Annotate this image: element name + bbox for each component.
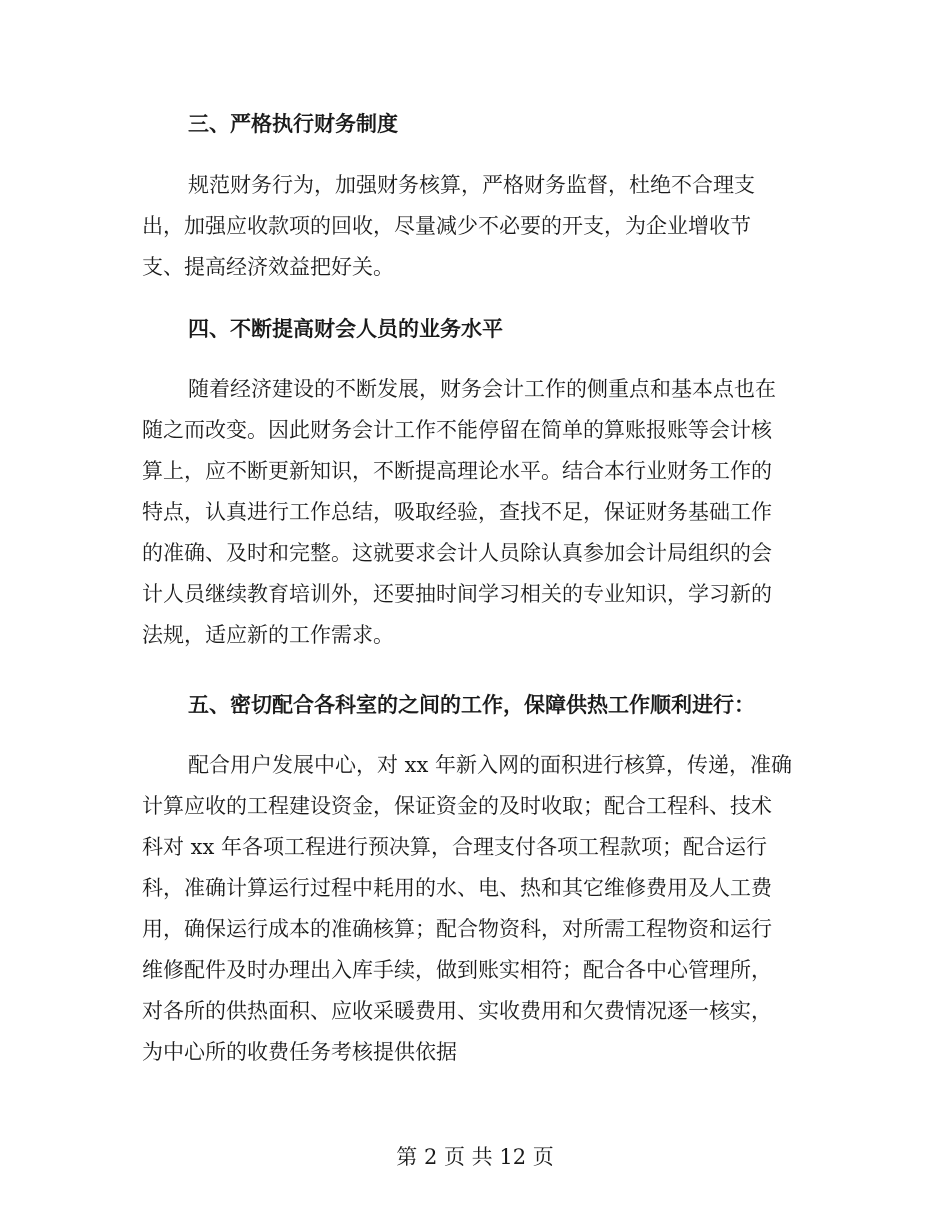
paragraph-line: 对各所的供热面积、应收采暖费用、实收费用和欠费情况逐一核实，: [142, 999, 772, 1023]
paragraph-line: 出，加强应收款项的回收，尽量减少不必要的开支，为企业增收节: [142, 214, 751, 238]
paragraph-line: 用，确保运行成本的准确核算；配合物资科，对所需工程物资和运行: [142, 917, 772, 941]
paragraph-line: 算上，应不断更新知识，不断提高理论水平。结合本行业财务工作的: [142, 459, 772, 483]
paragraph-line: 随着经济建设的不断发展，财务会计工作的侧重点和基本点也在: [188, 377, 776, 401]
paragraph-line: 配合用户发展中心，对 xx 年新入网的面积进行核算，传递，准确: [188, 753, 793, 777]
paragraph-line: 科对 xx 年各项工程进行预决算，合理支付各项工程款项；配合运行: [142, 835, 768, 859]
paragraph-line: 的准确、及时和完整。这就要求会计人员除认真参加会计局组织的会: [142, 541, 772, 565]
paragraph-line: 随之而改变。因此财务会计工作不能停留在简单的算账报账等会计核: [142, 418, 772, 442]
paragraph-line: 法规，适应新的工作需求。: [142, 623, 394, 647]
section-heading-3: 三、严格执行财务制度: [188, 111, 398, 136]
paragraph-line: 为中心所的收费任务考核提供依据: [142, 1040, 457, 1064]
page-number-footer: 第 2 页 共 12 页: [396, 1145, 554, 1169]
section-paragraph-4: [142, 369, 818, 656]
paragraph-line: 维修配件及时办理出入库手续，做到账实相符；配合各中心管理所，: [142, 958, 772, 982]
paragraph-line: 特点，认真进行工作总结，吸取经验，查找不足，保证财务基础工作: [142, 500, 772, 524]
section-heading-4: 四、不断提高财会人员的业务水平: [188, 316, 503, 341]
section-heading-5: 五、密切配合各科室的之间的工作，保障供热工作顺利进行：: [188, 692, 755, 717]
paragraph-line: 计人员继续教育培训外，还要抽时间学习相关的专业知识，学习新的: [142, 582, 772, 606]
paragraph-line: 规范财务行为，加强财务核算，严格财务监督，杜绝不合理支: [188, 173, 755, 197]
paragraph-line: 科，准确计算运行过程中耗用的水、电、热和其它维修费用及人工费: [142, 876, 772, 900]
section-paragraph-3: [142, 165, 818, 288]
paragraph-line: 计算应收的工程建设资金，保证资金的及时收取；配合工程科、技术: [142, 794, 772, 818]
section-paragraph-5: [142, 745, 818, 1073]
paragraph-line: 支、提高经济效益把好关。: [142, 255, 394, 279]
